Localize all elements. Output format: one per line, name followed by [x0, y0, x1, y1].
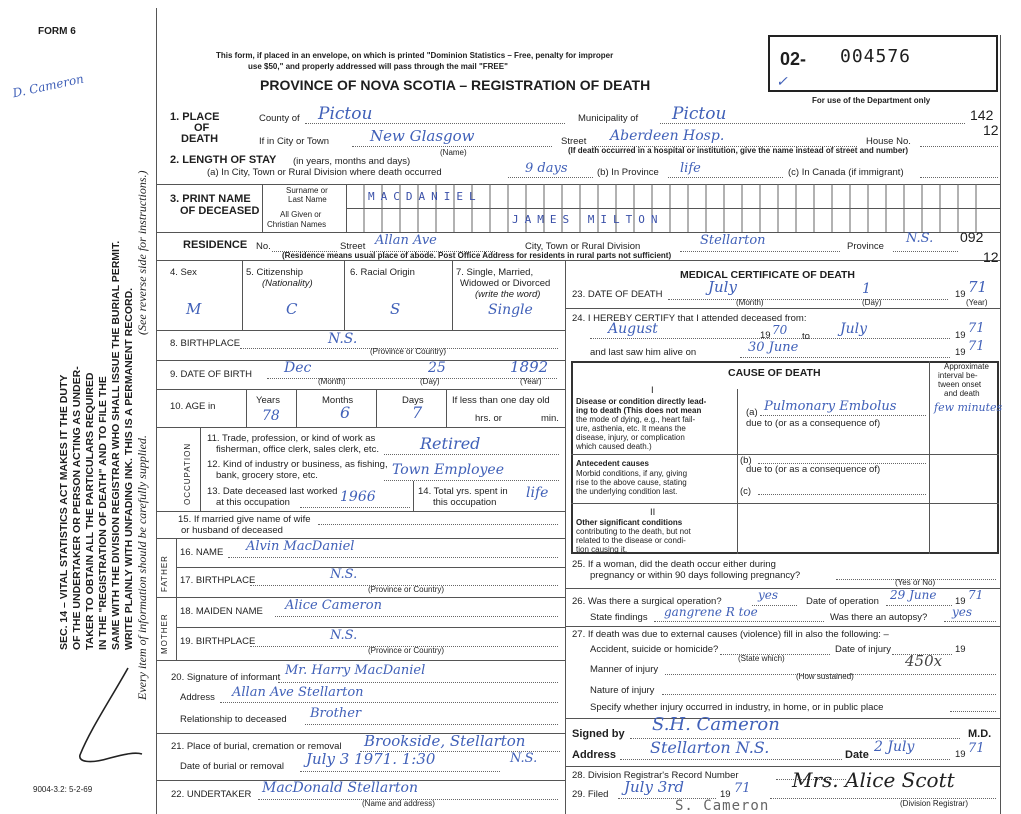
informant-address: Allan Ave Stellarton: [232, 685, 364, 700]
stay-label: 2. LENGTH OF STAY: [170, 154, 277, 166]
burial-place-value: Brookside, Stellarton: [364, 732, 526, 750]
autopsy-value: yes: [952, 605, 973, 619]
filed-year-prefix: 19: [720, 789, 731, 800]
signature-flourish: [50, 660, 150, 770]
hospital-note: (If death occurred in a hospital or institution, give the name instead of street and number): [568, 146, 909, 155]
q26-label: 26. Was there a surgical operation?: [572, 596, 722, 607]
manner-label: Manner of injury: [590, 664, 659, 675]
direct-label-5: disease, injury, or complication: [576, 433, 685, 442]
rule-mother-mid: [176, 627, 565, 628]
cause-c-line: [758, 494, 926, 495]
side-text-2: OF THE UNDERTAKER OR PERSON ACTING AS UNDER-: [71, 366, 83, 650]
residence-province-line: [893, 251, 958, 252]
certify-label: 24. I HEREBY CERTIFY that I attended deceased from:: [572, 313, 807, 324]
filed-value: July 3rd: [624, 778, 685, 796]
racial-value: S: [390, 300, 401, 318]
marital-value: Single: [488, 302, 533, 318]
op-year: 71: [968, 588, 984, 602]
cause-title: CAUSE OF DEATH: [728, 367, 821, 379]
q26-value: yes: [758, 588, 779, 602]
rule-father-mid: [176, 567, 565, 568]
wife-label-1: 15. If married give name of wife: [178, 514, 311, 525]
dob-month: Dec: [284, 360, 312, 376]
dob-day: 25: [428, 360, 446, 376]
house-label: House No.: [866, 136, 911, 147]
dept-code-1: 142: [970, 107, 994, 123]
surname-value: MACDANIEL: [368, 190, 482, 203]
parent-side-divider: [176, 538, 177, 660]
stay-city-label: (a) In City, Town or Rural Division where death occurred: [207, 167, 442, 178]
informant-signature: Mr. Harry MacDaniel: [285, 663, 426, 678]
op-date-label: Date of operation: [806, 596, 879, 607]
reg-number: 004576: [840, 46, 912, 67]
medical-address-label: Address: [572, 749, 617, 761]
informant-line: [278, 682, 558, 683]
last-saw-year: 71: [968, 339, 985, 354]
last-worked-line: [300, 507, 410, 508]
findings-line: [654, 621, 824, 622]
rule-certify-top: [565, 308, 1001, 309]
filed-label: 29. Filed: [572, 789, 609, 800]
wife-line: [318, 524, 558, 525]
surname-label-2: Last Name: [288, 195, 327, 204]
sex-value: M: [186, 300, 202, 318]
signed-label: Signed by: [572, 728, 625, 740]
wife-label-2: or husband of deceased: [181, 525, 283, 536]
accident-label: Accident, suicide or homicide?: [590, 644, 719, 655]
informant-address-label: Address: [180, 692, 215, 703]
rule-occupation-top: [156, 427, 565, 428]
father-name-value: Alvin MacDaniel: [246, 539, 355, 554]
stamp-code: 450x: [905, 652, 943, 670]
trade-label-2: fisherman, office clerk, sales clerk, etc.: [216, 444, 379, 455]
side-italic-1: Every item of information should be carefully supplied.: [135, 435, 149, 700]
stay-canada-label: (c) In Canada (if immigrant): [788, 167, 904, 178]
registrar-sub: (Division Registrar): [900, 799, 969, 808]
interval-label-3: tween onset: [938, 380, 982, 389]
mother-birthplace-value: N.S.: [330, 628, 358, 643]
residence-label: RESIDENCE: [183, 239, 248, 251]
stay-canada-line: [920, 177, 998, 178]
dod-year: 71: [968, 278, 988, 296]
age-col-4: [446, 389, 447, 427]
stay-province-value: life: [680, 161, 701, 176]
dod-day-sub: (Day): [862, 298, 882, 307]
months-label: Months: [322, 395, 354, 406]
part-ii: II: [650, 507, 656, 518]
citizenship-value: C: [286, 300, 298, 318]
rule-father-top: [156, 538, 565, 539]
dept-code-4: 12: [983, 249, 999, 265]
rule-birthplace-top: [156, 330, 565, 331]
antecedent-label-4: the underlying condition last.: [576, 487, 678, 496]
residence-street-value: Allan Ave: [375, 233, 437, 248]
marital-label-2: Widowed or Divorced: [460, 278, 551, 289]
burial-date-value: July 3 1971. 1:30: [306, 750, 436, 768]
surname-label-1: Surname or: [286, 186, 328, 195]
burial-date-label: Date of burial or removal: [180, 761, 285, 772]
medical-address-line: [620, 759, 842, 760]
place-label-2: OF: [194, 122, 210, 134]
industry-line: [384, 480, 559, 481]
personal-col-3: [452, 260, 453, 330]
industry-value: Town Employee: [392, 462, 504, 478]
direct-label-4: ure, asthenia, etc. It means the: [576, 424, 686, 433]
residence-city-label: City, Town or Rural Division: [525, 241, 641, 252]
side-italic-2: (See reverse side for instructions.): [135, 170, 149, 335]
residence-street-label: Street: [340, 241, 366, 252]
op-date-value: 29 June: [890, 588, 937, 602]
filed-year: 71: [734, 781, 751, 796]
industry-location-label: Specify whether injury occurred in industry, in home, or in public place: [590, 702, 884, 713]
medical-date-year-prefix: 19: [955, 749, 966, 760]
residence-province-value: N.S.: [906, 231, 934, 246]
autopsy-label: Was there an autopsy?: [830, 612, 928, 623]
typed-name: S. Cameron: [675, 798, 770, 814]
to-year: 71: [968, 321, 985, 336]
citizenship-sub: (Nationality): [262, 278, 313, 289]
rule-other-top: [571, 503, 999, 504]
residence-no-label: No.: [256, 241, 271, 252]
cause-a-line: [760, 415, 926, 416]
place-label-1: 1. PLACE: [170, 111, 220, 123]
occupation-col-14: [413, 481, 414, 511]
dob-month-sub: (Month): [318, 377, 346, 386]
dept-code-2: 12: [983, 122, 999, 138]
county-label: County of: [259, 113, 300, 124]
dept-code-3: 092: [960, 229, 984, 245]
father-name-label: 16. NAME: [180, 547, 224, 558]
stay-label-sub: (in years, months and days): [293, 156, 411, 167]
envelope-note-2: use $50," and properly addressed will pass through the mail "FREE": [248, 62, 508, 71]
medical-date-value: 2 July: [874, 739, 915, 755]
frame-center: [565, 260, 566, 814]
father-birthplace-value: N.S.: [330, 567, 358, 582]
medical-date-label: Date: [845, 749, 869, 761]
burial-date-line: [300, 771, 500, 772]
personal-col-1: [242, 260, 243, 330]
form-title: PROVINCE OF NOVA SCOTIA – REGISTRATION OF DEATH: [260, 77, 651, 93]
less-than-day-label: If less than one day old: [452, 395, 550, 406]
age-col-1: [246, 389, 247, 427]
days-value: 7: [412, 403, 423, 422]
to-year-prefix: 19: [955, 330, 966, 341]
from-month: August: [608, 321, 658, 337]
other-label-3: related to the disease or condi-: [576, 536, 686, 545]
antecedent-label-3: rise to the above cause, stating: [576, 478, 687, 487]
residence-city-value: Stellarton: [700, 233, 766, 248]
how-sub: (How sustained): [796, 672, 854, 681]
stay-province-line: [668, 177, 783, 178]
interval-a-value: few minutes: [934, 401, 1003, 414]
stay-city-line: [508, 177, 593, 178]
part-i: I: [651, 385, 654, 396]
rule-record-top: [565, 766, 1001, 767]
birthplace-label: 8. BIRTHPLACE: [170, 338, 241, 349]
marital-label-3: (write the word): [475, 289, 541, 300]
informant-address-line: [220, 702, 558, 703]
house-line: [920, 146, 998, 147]
print-code: 9004-3.2: 5-2-69: [33, 785, 93, 794]
rule-name-bottom: [156, 232, 1001, 233]
rule-informant-top: [156, 660, 565, 661]
street-label: Street: [561, 136, 587, 147]
age-col-3: [376, 389, 377, 427]
from-year-prefix: 19: [760, 330, 771, 341]
frame-right: [1000, 35, 1001, 814]
md-label: M.D.: [968, 728, 992, 740]
dod-month-sub: (Month): [736, 298, 764, 307]
stay-city-value: 9 days: [525, 161, 568, 176]
industry-location-line: [950, 711, 996, 712]
given-value: JAMES MILTON: [512, 213, 664, 226]
cause-interval-divider: [929, 361, 930, 554]
father-birthplace-label: 17. BIRTHPLACE: [180, 575, 256, 586]
last-saw-label: and last saw him alive on: [590, 347, 697, 358]
cause-a-value: Pulmonary Embolus: [764, 399, 897, 414]
father-name-line: [228, 557, 558, 558]
father-side-label: FATHER: [160, 555, 169, 592]
margin-note: D. Cameron: [11, 71, 85, 101]
injury-date-label: Date of injury: [835, 644, 891, 655]
interval-label-1: Approximate: [944, 362, 989, 371]
years-label: Years: [256, 395, 280, 406]
direct-label-6: which caused death.): [576, 442, 652, 451]
rule-signed-top: [565, 718, 1001, 719]
undertaker-value: MacDonald Stellarton: [262, 780, 418, 796]
residence-note: (Residence means usual place of abode. Post Office Address for residents in rural parts not sufficient): [282, 251, 672, 260]
dod-day: 1: [862, 281, 871, 297]
citizenship-label: 5. Citizenship: [246, 267, 304, 278]
occupation-side-label: OCCUPATION: [183, 442, 192, 505]
side-text-3: TAKER TO OBTAIN ALL THE PARTICULARS REQUIRED: [84, 372, 96, 650]
q25-label-1: 25. If a woman, did the death occur either during: [572, 559, 776, 570]
due-to-1: due to (or as a consequence of): [746, 418, 881, 429]
direct-label-3: the mode of dying, e.g., heart fail-: [576, 415, 696, 424]
envelope-note-1: This form, if placed in an envelope, on which is printed "Dominion Statistics – Free, penalty for improper: [216, 51, 614, 60]
op-date-line: [886, 605, 952, 606]
name-label-1: 3. PRINT NAME: [170, 193, 251, 205]
form-number: FORM 6: [38, 26, 76, 37]
total-years-value: life: [526, 485, 549, 501]
interval-label-4: and death: [944, 389, 980, 398]
direct-label-1: Disease or condition directly lead-: [576, 397, 707, 406]
side-text-6: WRITE PLAINLY WITH UNFADING INK. THIS IS A PERMANENT RECORD.: [123, 287, 135, 650]
birthplace-value: N.S.: [328, 331, 358, 347]
rule-dob-top: [156, 360, 565, 361]
autopsy-line: [944, 621, 996, 622]
days-label: Days: [402, 395, 424, 406]
street-value: Aberdeen Hosp.: [610, 128, 725, 144]
nature-line: [662, 694, 996, 695]
age-col-2: [296, 389, 297, 427]
dod-month: July: [708, 278, 737, 296]
rule-main-top: [156, 260, 1001, 261]
marital-label-1: 7. Single, Married,: [456, 267, 534, 278]
other-label-1: Other significant conditions: [576, 518, 683, 527]
other-label-4: tion causing it.: [576, 545, 628, 554]
findings-value: gangrene R toe: [664, 605, 758, 619]
state-which-sub: (State which): [738, 654, 785, 663]
dod-year-prefix: 19: [955, 289, 966, 300]
relationship-label: Relationship to deceased: [180, 714, 287, 725]
to-label: to: [802, 331, 810, 342]
dod-label: 23. DATE OF DEATH: [572, 289, 663, 300]
min-label: min.: [541, 413, 559, 424]
findings-label: State findings: [590, 612, 648, 623]
age-label: 10. AGE in: [170, 401, 216, 412]
months-value: 6: [340, 403, 351, 422]
nature-label: Nature of injury: [590, 685, 655, 696]
municipality-value: Pictou: [672, 104, 727, 124]
dob-label: 9. DATE OF BIRTH: [170, 369, 252, 380]
mother-birthplace-label: 19. BIRTHPLACE: [180, 636, 256, 647]
dob-line: [267, 378, 557, 379]
relationship-line: [305, 724, 558, 725]
name-col-divider-1: [262, 184, 263, 232]
rule-antecedent-top: [571, 454, 999, 455]
last-worked-label-2: at this occupation: [216, 497, 290, 508]
reg-prefix: 02-: [780, 49, 807, 69]
trade-value: Retired: [420, 434, 481, 453]
last-worked-value: 1966: [340, 489, 376, 505]
mother-maiden-label: 18. MAIDEN NAME: [180, 606, 263, 617]
years-value: 78: [262, 408, 280, 424]
relationship-value: Brother: [310, 706, 362, 721]
undertaker-sub: (Name and address): [362, 799, 435, 808]
dob-year: 1892: [510, 358, 549, 376]
medical-date-line: [870, 759, 950, 760]
op-year-prefix: 19: [955, 596, 966, 607]
personal-col-2: [344, 260, 345, 330]
informant-label: 20. Signature of informant: [171, 672, 281, 683]
q25-label-2: pregnancy or within 90 days following pregnancy?: [590, 570, 801, 581]
medical-date-year: 71: [968, 741, 985, 756]
record-label: 28. Division Registrar's Record Number: [572, 770, 739, 781]
side-text-4: IN THE "REGISTRATION OF DEATH" AND TO FILE THE: [97, 376, 109, 650]
rule-wife-top: [156, 511, 565, 512]
injury-year-prefix: 19: [955, 644, 966, 655]
racial-label: 6. Racial Origin: [350, 267, 415, 278]
city-label: If in City or Town: [259, 136, 330, 147]
medical-address-value: Stellarton N.S.: [650, 738, 770, 757]
frame-left: [156, 8, 157, 814]
cause-label-divider: [737, 389, 738, 554]
dob-year-sub: (Year): [520, 377, 542, 386]
trade-label-1: 11. Trade, profession, or kind of work as: [207, 433, 376, 444]
q26-line: [752, 605, 797, 606]
mother-province-sub: (Province or Country): [368, 646, 445, 655]
birthplace-sub: (Province or Country): [370, 347, 447, 356]
registrar-signature: Mrs. Alice Scott: [792, 768, 955, 792]
antecedent-label-2: Morbid conditions, if any, giving: [576, 469, 688, 478]
city-line: [352, 146, 552, 147]
other-label-2: contributing to the death, but not: [576, 527, 691, 536]
sex-label: 4. Sex: [170, 267, 197, 278]
rule-q27-top: [565, 626, 1001, 627]
from-year: 70: [772, 323, 788, 337]
given-label-2: Christian Names: [267, 220, 327, 229]
undertaker-label: 22. UNDERTAKER: [171, 789, 252, 800]
mother-maiden-value: Alice Cameron: [285, 598, 382, 613]
signed-value: S.H. Cameron: [652, 714, 780, 735]
antecedent-label-1: Antecedent causes: [576, 459, 649, 468]
occupation-side-divider: [200, 427, 201, 511]
given-label-1: All Given or: [280, 210, 322, 219]
check-mark: ✓: [776, 74, 788, 90]
mother-maiden-line: [275, 616, 558, 617]
city-value: New Glasgow: [370, 127, 475, 145]
last-worked-label-1: 13. Date deceased last worked: [207, 486, 338, 497]
total-years-label-1: 14. Total yrs. spent in: [418, 486, 508, 497]
place-label-3: DEATH: [181, 133, 219, 145]
last-saw-line: [740, 357, 950, 358]
side-text-5: SAME WITH THE DIVISION REGISTRAR WHO SHALL ISSUE THE BURIAL PERMIT.: [110, 240, 122, 650]
to-month: July: [840, 321, 868, 337]
rule-age-top: [156, 389, 565, 390]
burial-place-value-2: N.S.: [510, 751, 538, 766]
side-text-1: SEC. 14 – VITAL STATISTICS ACT MAKES IT THE DUTY: [58, 374, 70, 650]
trade-line: [384, 454, 559, 455]
dept-use: For use of the Department only: [812, 96, 931, 105]
residence-province-label: Province: [847, 241, 884, 252]
last-saw-year-prefix: 19: [955, 347, 966, 358]
q27-label: 27. If death was due to external causes (violence) fill in also the following: –: [572, 629, 889, 640]
municipality-label: Municipality of: [578, 113, 639, 124]
city-name-sub: (Name): [440, 148, 467, 157]
interval-label-2: interval be-: [938, 371, 978, 380]
medical-title: MEDICAL CERTIFICATE OF DEATH: [680, 269, 855, 281]
due-to-2: due to (or as a consequence of): [746, 464, 881, 475]
total-years-label-2: this occupation: [433, 497, 497, 508]
industry-label-1: 12. Kind of industry or business, as fishing,: [207, 459, 388, 470]
yes-no-sub: (Yes or No): [895, 578, 936, 587]
dob-day-sub: (Day): [420, 377, 440, 386]
burial-place-label: 21. Place of burial, cremation or removal: [171, 741, 342, 752]
mother-side-label: MOTHER: [160, 613, 169, 654]
dod-line: [668, 299, 948, 300]
cause-b-label: (b): [740, 455, 752, 466]
direct-label-2: ing to death (This does not mean: [576, 406, 702, 415]
stay-province-label: (b) In Province: [597, 167, 659, 178]
cause-c-label: (c): [740, 486, 752, 497]
name-label-2: OF DECEASED: [180, 205, 260, 217]
industry-label-2: bank, grocery store, etc.: [216, 470, 318, 481]
cause-a-label: (a): [746, 407, 758, 418]
residence-city-line: [680, 251, 840, 252]
county-value: Pictou: [318, 104, 373, 124]
dod-year-sub: (Year): [966, 298, 988, 307]
last-saw-value: 30 June: [748, 340, 799, 355]
father-province-sub: (Province or Country): [368, 585, 445, 594]
hrs-label: hrs. or: [475, 413, 502, 424]
